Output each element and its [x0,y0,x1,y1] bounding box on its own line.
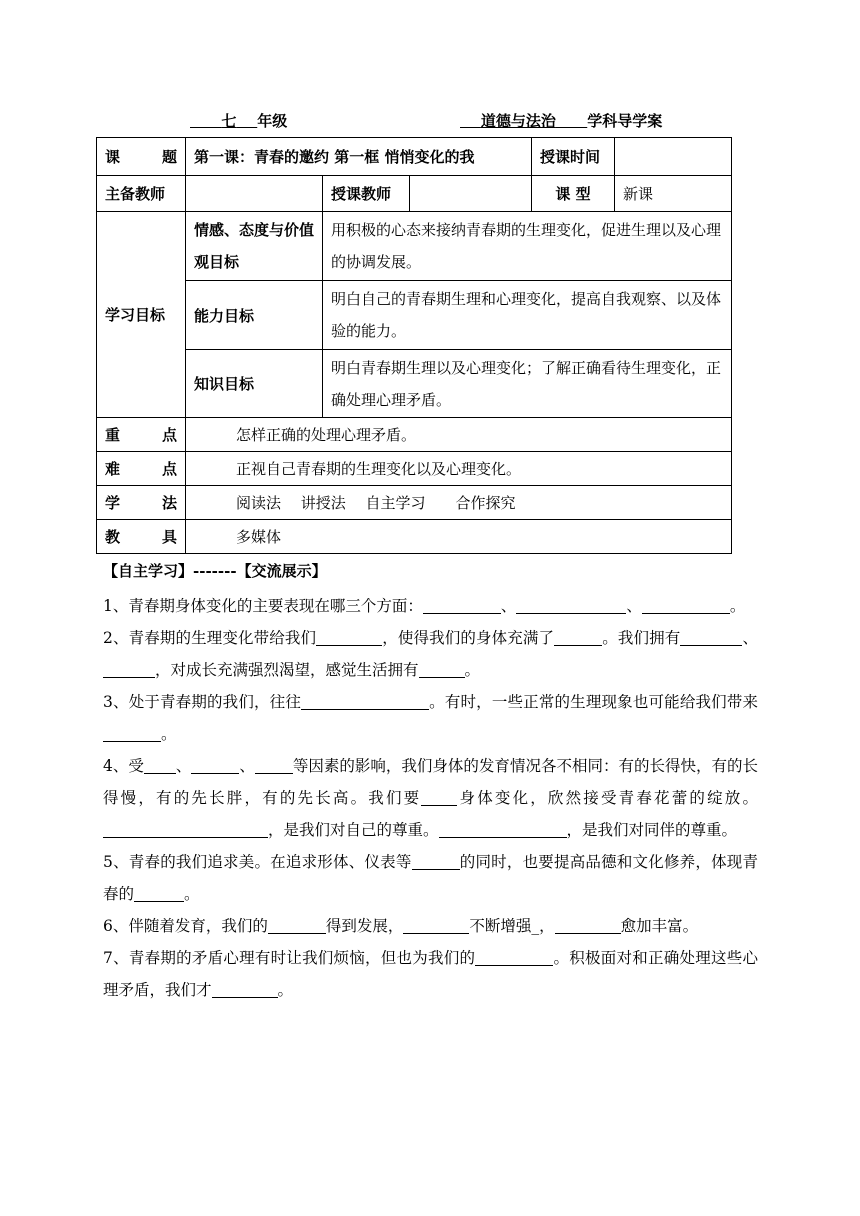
question-4: 4、受 、 、 等因素的影响，我们身体的发育情况各不相同：有的长得快，有的长得慢，有的先长胖，有的先长高。我们要 身体变化，欣然接受青春花蕾的绽放。，是我们对自己的尊重。 ，是我们对同伴的尊重。 [103,757,758,839]
doc-type: 学科导学案 [587,112,663,130]
goal-row-knowledge [97,350,732,418]
answer-blank[interactable] [554,627,602,646]
section-title: 【自主学习】-------【交流展示】 [103,562,327,580]
answer-blank[interactable] [680,627,742,646]
topic-value: 第一课：青春的邀约 第一框 悄悄变化的我 [186,138,532,176]
topic-label: 课 题 [97,138,186,176]
goals-label: 学习目标 [97,212,186,418]
question-3: 3、处于青春期的我们，往往 。有时，一些正常的生理现象也可能给我们带来。 [103,693,758,743]
method-label: 学 法 [97,486,186,520]
teach-time-value [615,138,732,176]
grade-suffix: 年级 [257,112,288,130]
goal-label-emotion: 情感、态度与价值观目标 [186,212,323,281]
answer-blank[interactable] [255,755,293,774]
lesson-type-label: 课 型 [532,176,615,212]
goal-label-knowledge: 知识目标 [186,350,323,418]
main-teacher-label: 主备教师 [97,176,186,212]
tools-row [97,520,732,554]
answer-blank[interactable] [212,979,278,998]
difficulty-value: 正视自己青春期的生理变化以及心理变化。 [186,452,732,486]
question-list [103,590,758,1006]
question-6: 6、伴随着发育，我们的 得到发展， 不断增强_， 愈加丰富。 [103,917,699,935]
answer-blank[interactable] [134,883,184,902]
question-7: 7、青春期的矛盾心理有时让我们烦恼，但也为我们的 。积极面对和正确处理这些心理矛盾，我们才 。 [103,949,758,999]
teach-time-label: 授课时间 [532,138,615,176]
main-teacher-value [186,176,323,212]
subject-underlined: 道德与法治 [480,112,556,130]
answer-blank[interactable] [642,595,730,614]
difficulty-label: 难 点 [97,452,186,486]
teacher-row [97,176,732,212]
goal-row-emotion [97,212,732,281]
topic-row [97,138,732,176]
answer-blank[interactable] [423,595,501,614]
lesson-info-table [96,137,732,554]
tools-label: 教 具 [97,520,186,554]
question-1: 1、青春期身体变化的主要表现在哪三个方面： 、 、 。 [103,597,746,615]
subject-header [460,110,662,131]
method-value: 阅读法 讲授法 自主学习 合作探究 [186,486,732,520]
lecturer-label: 授课教师 [323,176,410,212]
answer-blank[interactable] [316,627,382,646]
key-point-row [97,418,732,452]
answer-blank[interactable] [439,819,567,838]
key-point-label: 重 点 [97,418,186,452]
lecturer-value [410,176,532,212]
answer-blank[interactable] [103,659,155,678]
answer-blank[interactable] [516,595,626,614]
answer-blank[interactable] [555,915,621,934]
grade-value-underlined: 七 [221,112,237,130]
question-2: 2、青春期的生理变化带给我们 ，使得我们的身体充满了 。我们拥有 、，对成长充满强烈渴望，感觉生活拥有 。 [103,629,758,679]
answer-blank[interactable] [301,691,429,710]
answer-blank[interactable] [475,947,553,966]
goal-row-ability [97,281,732,350]
tools-value: 多媒体 [186,520,732,554]
goal-text-ability: 明白自己的青春期生理和心理变化，提高自我观察、以及体验的能力。 [323,281,732,350]
answer-blank[interactable] [191,755,239,774]
goal-label-ability: 能力目标 [186,281,323,350]
answer-blank[interactable] [421,787,457,806]
answer-blank[interactable] [103,819,268,838]
key-point-value: 怎样正确的处理心理矛盾。 [186,418,732,452]
answer-blank[interactable] [268,915,326,934]
question-5: 5、青春的我们追求美。在追求形体、仪表等 的同时，也要提高品德和文化修养，体现青春的 。 [103,853,758,903]
answer-blank[interactable] [403,915,469,934]
answer-blank[interactable] [412,851,460,870]
answer-blank[interactable] [419,659,465,678]
difficulty-row [97,452,732,486]
answer-blank[interactable] [103,723,161,742]
goal-text-emotion: 用积极的心态来接纳青春期的生理变化，促进生理以及心理的协调发展。 [323,212,732,281]
goal-text-knowledge: 明白青春期生理以及心理变化；了解正确看待生理变化，正确处理心理矛盾。 [323,350,732,418]
method-row [97,486,732,520]
answer-blank[interactable] [144,755,176,774]
grade-header [190,110,287,131]
lesson-type-value: 新课 [615,176,732,212]
